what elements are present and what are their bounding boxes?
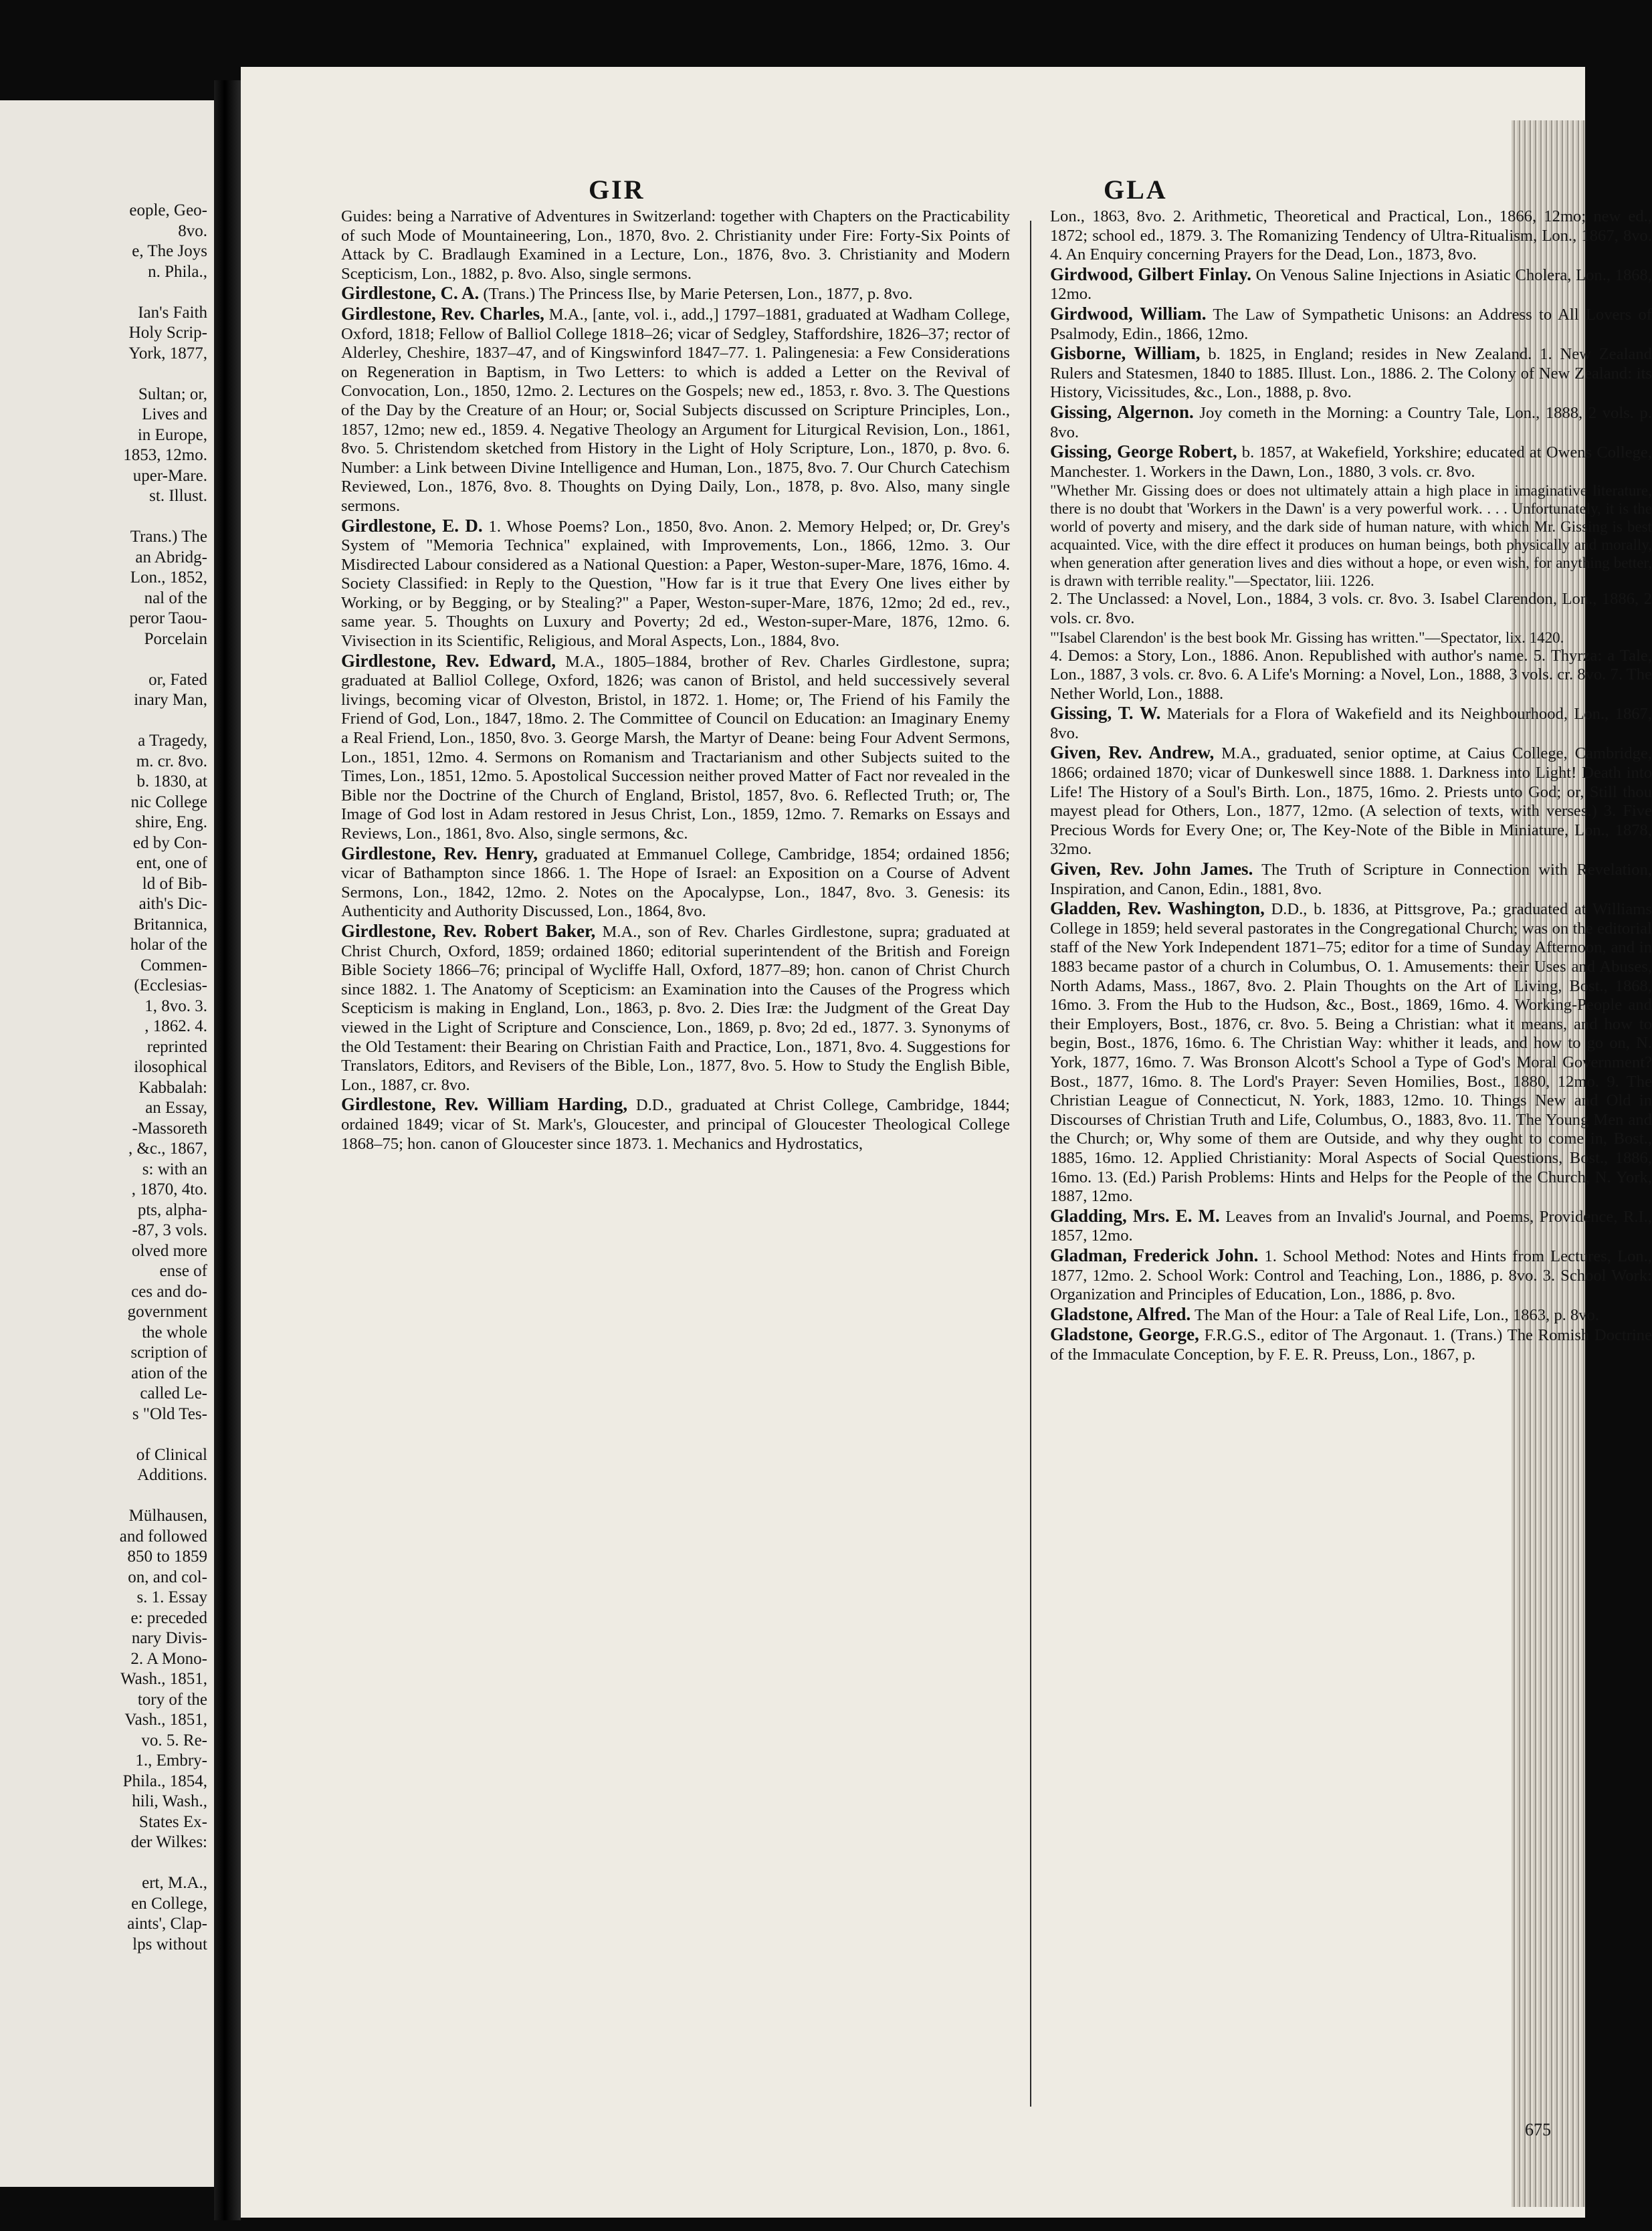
- left-page-line: Additions.: [137, 1466, 207, 1484]
- left-page-line: Ian's Faith: [138, 303, 207, 322]
- dictionary-entry: [1050, 304, 1652, 344]
- entry-text: M.A., [ante, vol. i., add.,] 1797–1881, graduated at Wadham College, Oxford, 1818; Fellow of Balliol College 1818–26; vicar of Sedgley, Staffordshire, 1826–37; rector of Alderley, Cheshire, 1837–47, and of Kingswinford 1847–77. 1. Palingenesia: a Few Considerations on Regeneration in Baptism, in Two Letters: to which is added a Letter on the Revival of Convocation, Lon., 1850, 12mo. 2. Lectures on the Gospels; new ed., 1853, r. 8vo. 3. The Questions of the Day by the Creature of an Hour; or, Social Subjects discussed on Scripture Principles, Lon., 1857, 12mo; new ed., 1859. 4. Negative Theology an Argument for Liturgical Revision, Lon., 1861, 8vo. 5. Christendom sketched from History in the Light of Holy Scripture, Lon., 1870, p. 8vo. 6. Number: a Link between Divine Intelligence and Human, Lon., 1875, 8vo. 7. Our Church Catechism Reviewed, Lon., 1876, 8vo. 8. Thoughts on Dying Daily, Lon., 1878, p. 8vo. Also, many single sermons.: [341, 305, 1010, 515]
- dictionary-entry: [341, 304, 1010, 516]
- entry-text: M.A., 1805–1884, brother of Rev. Charles Girdlestone, supra; graduated at Balliol College, Oxford, 1826; was canon of Bristol, and held successively several livings, becoming vicar of Olveston, Bristol, in 1872. 1. Home; or, The Friend of his Family the Friend of God, Lon., 1847, 18mo. 2. The Committee of Council on Education: an Imaginary Enemy a Real Friend, Lon., 1850, 8vo. 3. George Marsh, the Martyr of Deane: being Four Advent Sermons, Lon., 1851, 12mo. 4. Sermons on Romanism and Tractarianism and other Subjects suited to the Times, Lon., 1851, 12mo. 5. Apostolical Succession neither proved Matter of Fact nor revealed in the Bible nor the Doctrine of the Church of England, Bristol, 1857, 8vo. 6. Reflected Truth; or, The Image of God lost in Adam restored in Jesus Christ, Lon., 1859, 12mo. 7. Remarks on Essays and Reviews, Lon., 1861, 8vo. Also, single sermons, &c.: [341, 652, 1010, 843]
- column-divider: [1030, 221, 1031, 2107]
- entry-heading: Girdlestone, Rev. Edward,: [341, 650, 556, 671]
- left-page-line: st. Illust.: [149, 487, 207, 505]
- page-number: 675: [1525, 2120, 1551, 2139]
- dictionary-entry: [1050, 859, 1652, 899]
- running-header-right: GLA: [1104, 175, 1168, 205]
- entry-heading: Girdlestone, Rev. Charles,: [341, 303, 544, 324]
- left-page-line: s: with an: [142, 1160, 207, 1178]
- left-page-line: ense of: [159, 1262, 207, 1280]
- dictionary-entry: [341, 651, 1010, 844]
- left-page-line: , &c., 1867,: [128, 1140, 207, 1158]
- entry-heading: Gladstone, George,: [1050, 1324, 1199, 1345]
- entry-text: D.D., graduated at Christ College, Cambridge, 1844; ordained 1849; vicar of St. Mark's, Gloucester, and principal of Gloucester Theological College 1868–75; hon. canon of Gloucester since 1873. 1. Mechanics and Hydrostatics,: [341, 1096, 1010, 1153]
- running-header-left: GIR: [589, 175, 645, 205]
- left-page-line: Lon., 1852,: [130, 568, 207, 587]
- entry-text: Materials for a Flora of Wakefield and its Neighbourhood, Lon., 1867, 8vo.: [1050, 705, 1652, 742]
- left-page-line: York, 1877,: [128, 344, 207, 362]
- entry-text: 1. Whose Poems? Lon., 1850, 8vo. Anon. 2. Memory Helped; or, Dr. Grey's System of "Memoria Technica" explained, with Improvements, Lon., 1866, 12mo. 3. Our Misdirected Labour considered as a National Question: a Paper, Weston-super-Mare, 1876, 16mo. 4. Society Classified: in Reply to the Question, "How far is it true that Every One lives either by Working, or by Begging, or by Stealing?" a Paper, Weston-super-Mare, 1876, 12mo; 2d ed., rev., same year. 5. Thoughts on Luxury and Poverty; 2d ed., Weston-super-Mare, 1876, 12mo. 6. Vivisection in its Scientific, Religious, and Moral Aspects, Lon., 1884, 8vo.: [341, 517, 1011, 651]
- entry-text: D.D., b. 1836, at Pittsgrove, Pa.; graduated at Williams College in 1859; held several pastorates in the Congregational Church; was on the editorial staff of the New York Independent 1871–75; editor for a time of Sunday Afternoon, and in 1883 became pastor of a church in Columbus, O. 1. Amusements: their Uses and Abuses, North Adams, Mass., 1867, 8vo. 2. Plain Thoughts on the Art of Living, Bost., 1868, 16mo. 3. From the Hub to the Hudson, &c., Bost., 1869, 16mo. 4. Working-People and their Employers, Bost., 1876, cr. 8vo. 5. Being a Christian: what it means, and how to begin, Bost., 1876, 16mo. 6. The Christian Way: whither it leads, and how to go on, N. York, 1877, 16mo. 7. Was Bronson Alcott's School a Type of God's Moral Government? Bost., 1877, 16mo. 8. The Lord's Prayer: Seven Homilies, Bost., 1880, 12mo. 9. The Christian League of Connecticut, N. York, 1883, 12mo. 10. Things New and Old in Discourses of Christian Truth and Life, Columbus, O., 1883, 8vo. 11. The Young Men and the Church; or, Why some of them are Outside, and why they ought to come in, Bost., 1885, 16mo. 12. Applied Christianity: Moral Aspects of Social Questions, Bost., 1886, 16mo. 13. (Ed.) Parish Problems: Hints and Helps for the People of the Church, N. York, 1887, 12mo.: [1050, 900, 1652, 1206]
- entry-heading: Gladden, Rev. Washington,: [1050, 898, 1265, 919]
- left-page-line: 8vo.: [178, 221, 207, 240]
- left-page-line: m. cr. 8vo.: [136, 752, 207, 770]
- dictionary-entry: [1050, 743, 1652, 859]
- dictionary-entry: [341, 844, 1010, 922]
- left-page-line: on, and col-: [128, 1568, 207, 1586]
- left-page-line: ilosophical: [134, 1058, 207, 1076]
- left-page-line: s "Old Tes-: [132, 1404, 207, 1423]
- left-page-line: ation of the: [131, 1364, 207, 1382]
- left-page-line: reprinted: [146, 1037, 207, 1056]
- left-page-line: States Ex-: [138, 1812, 207, 1831]
- entry-heading: Girdwood, William.: [1050, 303, 1207, 324]
- entry-text: M.A., graduated, senior optime, at Caius College, Cambridge, 1866; ordained 1870; vicar of Dunkeswell since 1888. 1. Darkness into Light! Death into Life! The History of a Soul's Birth. Lon., 1875, 16mo. 2. Priests unto God; or, Still thou mayest plead for Others, Lon., 1877, 12mo. (A selection of texts, with verses.) 3. Five Precious Words for Every One; or, The Key-Note of the Bible in Miniature, Lon., 1878, 32mo.: [1050, 744, 1652, 859]
- left-page-line: (Ecclesias-: [134, 976, 207, 994]
- entry-text: "'Isabel Clarendon' is the best book Mr. Gissing has written."—Spectator, lix. 1420.: [1050, 629, 1564, 646]
- dictionary-entry: [1050, 1246, 1652, 1305]
- left-page-line: hili, Wash.,: [132, 1792, 207, 1810]
- left-page-line: Britannica,: [133, 915, 207, 934]
- left-page-line: ed by Con-: [132, 833, 207, 852]
- left-page-line: holar of the: [130, 936, 207, 954]
- entry-text: F.R.G.S., editor of The Argonaut. 1. (Trans.) The Romish Doctrine of the Immaculate Conception, by F. E. R. Preuss, Lon., 1867, p.: [1050, 1326, 1652, 1364]
- left-page-line: -Massoreth: [132, 1119, 207, 1138]
- dictionary-entry: [1050, 344, 1652, 403]
- entry-text: 1. School Method: Notes and Hints from Lectures, Lon., 1877, 12mo. 2. School Work: Control and Teaching, Lon., 1886, p. 8vo. 3. School Work: Organization and Principles of Education, Lon., 1886, p. 8vo.: [1050, 1247, 1652, 1304]
- entry-heading: Gladman, Frederick John.: [1050, 1245, 1259, 1265]
- left-page-line: n. Phila.,: [148, 262, 207, 281]
- left-page-line: Kabbalah:: [138, 1078, 207, 1097]
- right-page: [241, 67, 1652, 2218]
- left-page-line: government: [127, 1303, 207, 1321]
- left-page-line: -87, 3 vols.: [132, 1221, 207, 1239]
- entry-heading: Girdwood, Gilbert Finlay.: [1050, 263, 1252, 284]
- left-page-line: the whole: [142, 1323, 207, 1342]
- left-page-line: an Essay,: [145, 1099, 207, 1117]
- entry-heading: Gissing, George Robert,: [1050, 441, 1237, 462]
- left-page-line: Phila., 1854,: [122, 1772, 207, 1790]
- left-page-line: tory of the: [137, 1690, 207, 1709]
- dictionary-entry: [1050, 442, 1652, 482]
- left-page-line: ert, M.A.,: [142, 1874, 207, 1892]
- entry-text: graduated at Emmanuel College, Cambridge, 1854; ordained 1856; vicar of Bathampton since 1866. 1. The Hope of Israel: an Exposition on a Course of Advent Sermons, Lon., 1842, 12mo. 2. Notes on the Apocalypse, Lon., 1847, 8vo. 3. Genesis: its Authenticity and Authority Discussed, Lon., 1864, 8vo.: [341, 845, 1010, 921]
- left-page-line: , 1862. 4.: [144, 1017, 207, 1035]
- left-page-line: eople, Geo-: [129, 201, 207, 219]
- entry-heading: Gladstone, Alfred.: [1050, 1303, 1191, 1324]
- dictionary-entry: [341, 1095, 1010, 1154]
- left-page-line: uper-Mare.: [132, 466, 207, 485]
- entry-text: Leaves from an Invalid's Journal, and Poems, Providence, R.I., 1857, 12mo.: [1050, 1207, 1652, 1245]
- entry-heading: Gisborne, William,: [1050, 343, 1201, 364]
- entry-text: (Trans.) The Princess Ilse, by Marie Petersen, Lon., 1877, p. 8vo.: [479, 285, 913, 304]
- left-page-line: 1853, 12mo.: [123, 446, 207, 464]
- dictionary-entry: [1050, 403, 1652, 442]
- right-column: [1050, 207, 1652, 2147]
- left-page-line: 2. A Mono-: [130, 1649, 207, 1668]
- left-page-line: Porcelain: [144, 629, 207, 648]
- left-page-line: s. 1. Essay: [136, 1588, 207, 1606]
- entry-heading: Girdlestone, Rev. Henry,: [341, 843, 538, 863]
- dictionary-entry: [1050, 899, 1652, 1206]
- left-page-line: Commen-: [140, 956, 207, 974]
- left-page-line: , 1870, 4to.: [131, 1180, 207, 1198]
- entry-heading: Gladding, Mrs. E. M.: [1050, 1205, 1220, 1226]
- dictionary-entry: [341, 922, 1010, 1095]
- entry-text: "Whether Mr. Gissing does or does not ultimately attain a high place in imaginative literature, there is no doubt that 'Workers in the Dawn' is a very powerful work. . . . Unfortunately, it is the world of poverty and misery, and the dark side of human nature, with which Mr. Gissing is best acquainted. Vice, with the dire effect it produces on human beings, both physically and morally, when generation after generation lives and dies without a hope, or even wish, for anything better, is drawn with terrible reality."—Spectator, liii. 1226.: [1050, 482, 1652, 590]
- entry-text: Joy cometh in the Morning: a Country Tale, Lon., 1888, 2 vols. p. 8vo.: [1050, 403, 1652, 441]
- dictionary-entry: [1050, 265, 1652, 304]
- left-page-line: Trans.) The: [130, 528, 207, 546]
- dictionary-entry: [1050, 1206, 1652, 1246]
- left-page-line: 1, 8vo. 3.: [144, 996, 207, 1015]
- dictionary-entry: [1050, 1325, 1652, 1364]
- left-page-line: en College,: [131, 1894, 207, 1913]
- left-page-line: der Wilkes:: [130, 1833, 207, 1851]
- entry-text: The Man of the Hour: a Tale of Real Life, Lon., 1863, p. 8vo.: [1191, 1305, 1599, 1324]
- left-page-line: lps without: [132, 1935, 207, 1953]
- entry-heading: Girdlestone, Rev. Robert Baker,: [341, 920, 596, 941]
- left-page-line: or, Fated: [148, 670, 207, 689]
- left-page-line: shire, Eng.: [135, 813, 207, 831]
- left-column: [341, 207, 1010, 2147]
- entry-heading: Girdlestone, C. A.: [341, 283, 480, 304]
- dictionary-entry: [341, 516, 1010, 651]
- left-page-line: e, The Joys: [132, 242, 207, 260]
- dictionary-entry: [341, 207, 1010, 284]
- entry-text: M.A., son of Rev. Charles Girdlestone, supra; graduated at Christ Church, Oxford, 1859; ordained 1860; editorial superintendent of the British and Foreign Bible Society 1866–76; principal of Wycliffe Hall, Oxford, 1877–89; hon. canon of Christ Church since 1882. 1. The Anatomy of Scepticism: an Examination into the Causes of the Progress which Scepticism is making in England, Lon., 1863, p. 8vo. 2. Dies Iræ: the Judgment of the Great Day viewed in the Light of Scripture and Conscience, Lon., 1869, p. 8vo; 2d ed., 1877. 3. Synonyms of the Old Testament: their Bearing on Christian Faith and Practice, Lon., 1871, 8vo. 4. Suggestions for Translators, Editors, and Revisers of the Bible, Lon., 1877, 8vo. 5. How to Study the English Bible, Lon., 1887, cr. 8vo.: [341, 922, 1011, 1094]
- quotation: [1050, 482, 1652, 590]
- left-page-line: Sultan; or,: [138, 385, 207, 403]
- left-page-line: e: preceded: [130, 1608, 207, 1627]
- left-page-line: nal of the: [144, 589, 207, 607]
- left-page-line: 850 to 1859: [127, 1548, 207, 1566]
- left-page-line: Holy Scrip-: [128, 324, 207, 342]
- entry-text: Lon., 1863, 8vo. 2. Arithmetic, Theoretical and Practical, Lon., 1866, 12mo; new ed., 1872; school ed., 1879. 3. The Romanizing Tendency of Ultra-Ritualism, Lon., 1867, 8vo. 4. An Enquiry concerning Prayers for the Dead, Lon., 1873, 8vo.: [1050, 207, 1652, 264]
- entry-text: b. 1857, at Wakefield, Yorkshire; educated at Owens College, Manchester. 1. Workers in the Dawn, Lon., 1880, 3 vols. cr. 8vo.: [1050, 443, 1652, 481]
- left-page-line: nary Divis-: [131, 1629, 207, 1647]
- left-page-fragment: [0, 100, 214, 2187]
- entry-heading: Gissing, T. W.: [1050, 703, 1161, 724]
- left-page-line: nic College: [130, 792, 207, 811]
- left-page-line: called Le-: [140, 1384, 207, 1402]
- entry-heading: Given, Rev. John James.: [1050, 859, 1253, 879]
- left-page-line: scription of: [130, 1344, 207, 1362]
- entry-heading: Gissing, Algernon.: [1050, 401, 1194, 422]
- entry-text: b. 1825, in England; resides in New Zealand. 1. New Zealand Rulers and Statesmen, 1840 to 1885. Illust. Lon., 1886. 2. The Colony of New Zealand: its History, Vicissitudes, &c., Lon., 1888, p. 8vo.: [1050, 345, 1652, 402]
- book-gutter: [214, 80, 241, 2220]
- dictionary-entry: [1050, 647, 1652, 704]
- left-page-line: ent, one of: [136, 854, 207, 872]
- entry-text: Guides: being a Narrative of Adventures in Switzerland: together with Chapters on the Practicability of such Mode of Mountaineering, Lon., 1870, 8vo. 2. Christianity under Fire: Forty-Six Points of Attack by C. Bradlaugh Examined in a Lecture, Lon., 1876, 8vo. 3. Christianity and Modern Scepticism, Lon., 1882, p. 8vo. Also, single sermons.: [341, 207, 1010, 283]
- dictionary-entry: [1050, 207, 1652, 265]
- left-page-line: vo. 5. Re-: [141, 1731, 207, 1749]
- left-page-line: of Clinical: [136, 1445, 207, 1464]
- left-page-line: a Tragedy,: [138, 732, 207, 750]
- left-page-line: b. 1830, at: [136, 772, 207, 790]
- left-page-line: aith's Dic-: [138, 895, 207, 913]
- left-page-line: pts, alpha-: [137, 1200, 207, 1219]
- left-page-line: Vash., 1851,: [124, 1711, 207, 1729]
- entry-text: On Venous Saline Injections in Asiatic Cholera, Lon., 1868, 12mo.: [1050, 265, 1652, 304]
- entry-heading: Girdlestone, Rev. William Harding,: [341, 1094, 628, 1115]
- left-page-line: inary Man,: [134, 691, 207, 709]
- dictionary-entry: [1050, 590, 1652, 628]
- entry-text: 4. Demos: a Story, Lon., 1886. Anon. Republished with author's name. 5. Thyrza: a Tale, Lon., 1887, 3 vols. cr. 8vo. 6. A Life's Morning: a Novel, Lon., 1888, 3 vols. cr. 8vo. 7. The Nether World, Lon., 1888.: [1050, 646, 1652, 703]
- entry-heading: Girdlestone, E. D.: [341, 515, 483, 536]
- left-page-line: aints', Clap-: [127, 1915, 207, 1933]
- dictionary-entry: [1050, 1305, 1652, 1325]
- left-page-line: ces and do-: [131, 1282, 207, 1301]
- left-page-line: Mülhausen,: [128, 1507, 207, 1525]
- left-page-line: 1., Embry-: [135, 1751, 207, 1770]
- left-page-line: in Europe,: [137, 425, 207, 444]
- left-page-line: Lives and: [142, 405, 207, 423]
- left-page-line: peror Taou-: [129, 609, 207, 627]
- quotation: [1050, 629, 1652, 647]
- left-page-line: and followed: [119, 1527, 207, 1546]
- left-page-line: Wash., 1851,: [120, 1670, 207, 1688]
- dictionary-entry: [1050, 704, 1652, 743]
- left-page-line: an Abridg-: [135, 548, 207, 566]
- entry-text: The Truth of Scripture in Connection with Revelation, Inspiration, and Canon, Edin., 1881, 8vo.: [1050, 861, 1652, 898]
- entry-text: The Law of Sympathetic Unisons: an Address to All Lovers of Psalmody, Edin., 1866, 12mo.: [1050, 305, 1652, 343]
- entry-heading: Given, Rev. Andrew,: [1050, 742, 1215, 763]
- left-page-line: olved more: [131, 1241, 207, 1260]
- entry-text: 2. The Unclassed: a Novel, Lon., 1884, 3 vols. cr. 8vo. 3. Isabel Clarendon, Lon., 1886, 2 vols. cr. 8vo.: [1050, 590, 1652, 627]
- left-page-line: ld of Bib-: [142, 874, 207, 893]
- dictionary-entry: [341, 284, 1010, 304]
